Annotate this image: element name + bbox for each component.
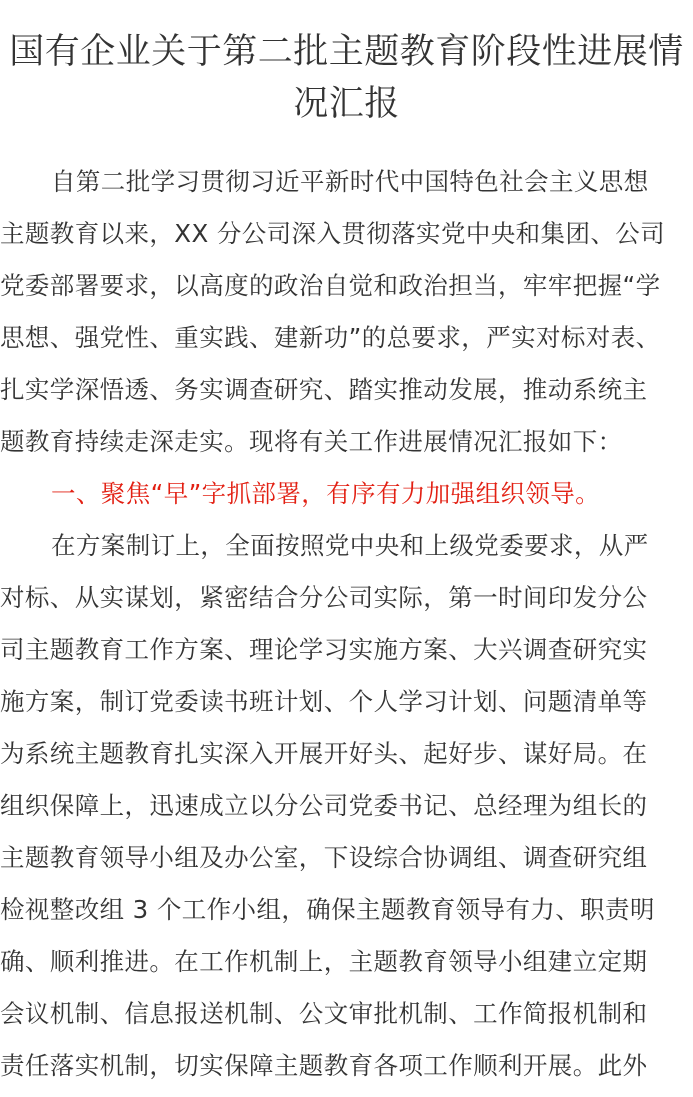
text-line: 题教育持续走深走实。现将有关工作进展情况汇报如下：: [0, 427, 623, 456]
text-line: 思想、强党性、重实践、建新功”的总要求，严实对标对表、: [0, 323, 661, 352]
title-line-1: 国有企业关于第二批主题教育阶段性进展情: [9, 32, 684, 72]
body-paragraph: [0, 156, 693, 468]
text-line: 主题教育以来，XX 分公司深入贯彻落实党中央和集团、公司: [0, 219, 666, 248]
document-body: [0, 156, 693, 1092]
body-paragraph: [0, 520, 693, 1092]
text-line: 主题教育领导小组及办公室，下设综合协调组、调查研究组: [0, 843, 648, 872]
text-line: 扎实学深悟透、务实调查研究、踏实推动发展，推动系统主: [0, 375, 648, 404]
document-title: [0, 0, 693, 130]
text-line: 会议机制、信息报送机制、公文审批机制、工作简报机制和: [0, 999, 648, 1028]
text-line: 自第二批学习贯彻习近平新时代中国特色社会主义思想: [51, 167, 649, 196]
text-line: 在方案制订上，全面按照党中央和上级党委要求，从严: [51, 531, 649, 560]
text-line: 为系统主题教育扎实深入开展开好头、起好步、谋好局。在: [0, 739, 648, 768]
text-line: 对标、从实谋划，紧密结合分公司实际，第一时间印发分公: [0, 583, 648, 612]
text-line: 责任落实机制，切实保障主题教育各项工作顺利开展。此外: [0, 1051, 648, 1080]
text-line: 司主题教育工作方案、理论学习实施方案、大兴调查研究实: [0, 635, 648, 664]
text-line: 施方案，制订党委读书班计划、个人学习计划、问题清单等: [0, 687, 648, 716]
text-line: 组织保障上，迅速成立以分公司党委书记、总经理为组长的: [0, 791, 648, 820]
text-line: 一、聚焦“早”字抓部署，有序有力加强组织领导。: [51, 479, 601, 508]
title-line-2: 况汇报: [293, 84, 400, 124]
section-heading: [0, 468, 693, 520]
text-line: 确、顺利推进。在工作机制上，主题教育领导小组建立定期: [0, 947, 648, 976]
text-line: 检视整改组 3 个工作小组，确保主题教育领导有力、职责明: [0, 895, 655, 924]
text-line: 党委部署要求，以高度的政治自觉和政治担当，牢牢把握“学: [0, 271, 661, 300]
